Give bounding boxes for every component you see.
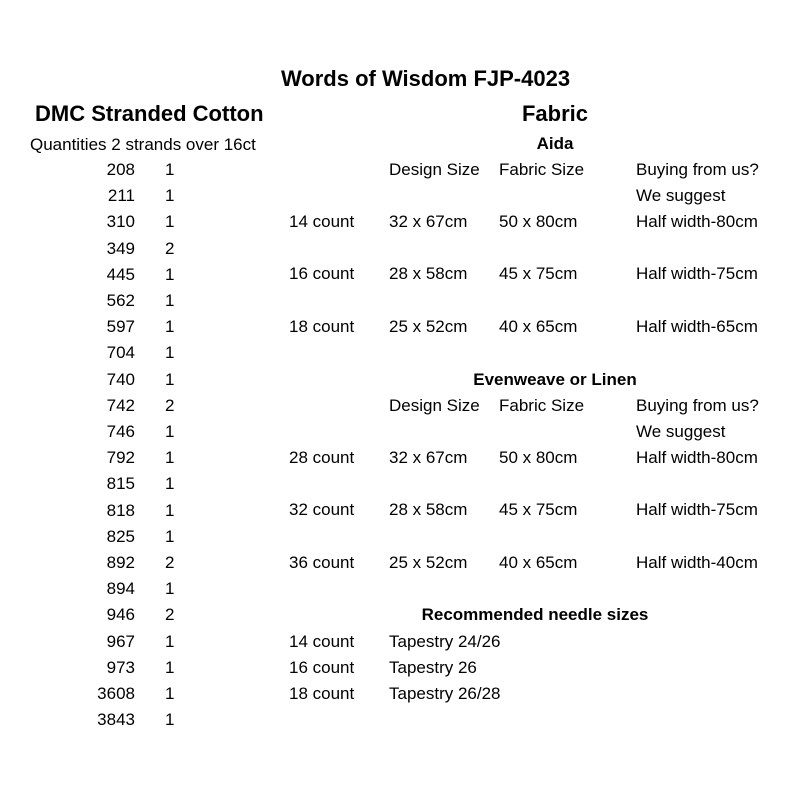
thread-qty: 1	[165, 264, 175, 284]
thread-qty: 2	[165, 553, 175, 572]
evenweave-design-size: 28 x 58cm	[389, 500, 468, 520]
needle-size: Tapestry 24/26	[389, 632, 501, 651]
aida-design-size: 25 x 52cm	[389, 316, 468, 336]
thread-code: 792	[106, 448, 135, 468]
aida-fabric-size: 40 x 65cm	[499, 316, 578, 336]
aida-suggestion: Half width-80cm	[636, 212, 758, 231]
thread-row	[0, 474, 800, 500]
thread-code: 349	[106, 238, 135, 258]
evenweave-fabric-size: 45 x 75cm	[499, 500, 578, 520]
evenweave-count: 36 count	[289, 552, 355, 572]
thread-qty: 1	[165, 657, 175, 677]
thread-code: 892	[106, 553, 135, 572]
needle-count: 14 count	[289, 632, 355, 651]
thread-code: 445	[106, 264, 135, 284]
thread-qty: 1	[165, 474, 175, 494]
evenweave-suggestion: Half width-40cm	[636, 552, 758, 572]
thread-code: 818	[106, 500, 135, 520]
evenweave-col-fabric: Fabric Size	[499, 396, 585, 415]
thread-qty: 1	[165, 212, 175, 232]
evenweave-suggestion: Half width-75cm	[636, 500, 758, 520]
needle-count: 18 count	[289, 684, 355, 704]
thread-code: 3608	[97, 684, 135, 703]
thread-qty: 1	[165, 500, 175, 520]
evenweave-count: 28 count	[289, 448, 355, 467]
thread-code: 967	[106, 631, 135, 651]
thread-code: 815	[106, 474, 135, 494]
thread-qty: 2	[165, 605, 175, 625]
thread-qty: 2	[165, 238, 175, 258]
thread-qty: 1	[165, 526, 175, 546]
aida-col-suggest: We suggest	[636, 186, 726, 205]
aida-count: 16 count	[289, 264, 355, 284]
evenweave-col-buy: Buying from us?	[636, 396, 759, 415]
aida-col-buy: Buying from us?	[636, 160, 759, 179]
aida-design-size: 32 x 67cm	[389, 212, 468, 231]
evenweave-col-design: Design Size	[389, 396, 480, 415]
thread-qty: 1	[165, 710, 175, 730]
thread-code: 746	[106, 422, 135, 441]
aida-fabric-size: 45 x 75cm	[499, 264, 578, 284]
aida-suggestion: Half width-65cm	[636, 316, 758, 336]
thread-qty: 1	[165, 317, 175, 337]
thread-code: 211	[107, 186, 135, 206]
aida-fabric-size: 50 x 80cm	[499, 212, 578, 231]
thread-code: 704	[106, 343, 135, 363]
thread-code: 973	[106, 657, 135, 677]
thread-code: 310	[106, 212, 135, 232]
page-title: Words of Wisdom FJP-4023	[280, 66, 571, 91]
aida-design-size: 28 x 58cm	[389, 264, 468, 284]
thread-row	[0, 579, 800, 605]
threads-subheading: Quantities 2 strands over 16ct	[30, 135, 256, 154]
thread-row	[0, 527, 800, 553]
aida-col-design: Design Size	[389, 160, 480, 179]
threads-heading: DMC Stranded Cotton	[35, 101, 264, 126]
evenweave-fabric-size: 50 x 80cm	[499, 448, 578, 467]
evenweave-col-suggest: We suggest	[636, 422, 726, 441]
thread-code: 562	[106, 291, 135, 310]
thread-qty: 1	[165, 369, 175, 389]
aida-col-fabric: Fabric Size	[499, 160, 585, 179]
thread-qty: 1	[165, 448, 175, 468]
evenweave-fabric-size: 40 x 65cm	[499, 552, 578, 572]
thread-qty: 2	[165, 395, 175, 415]
thread-qty: 1	[165, 631, 175, 651]
needle-size: Tapestry 26	[389, 658, 477, 678]
thread-row	[0, 343, 800, 369]
thread-code: 597	[106, 317, 135, 337]
thread-code: 742	[106, 395, 135, 415]
thread-code: 946	[106, 605, 135, 625]
needle-size: Tapestry 26/28	[389, 684, 501, 704]
aida-count: 14 count	[289, 212, 355, 231]
thread-code: 3843	[97, 710, 135, 730]
evenweave-heading: Evenweave or Linen	[473, 370, 637, 389]
aida-heading: Aida	[536, 134, 574, 153]
evenweave-design-size: 32 x 67cm	[389, 448, 468, 467]
thread-row	[0, 239, 800, 265]
thread-code: 740	[106, 369, 135, 389]
thread-qty: 1	[165, 579, 175, 599]
thread-code: 208	[106, 160, 135, 179]
aida-count: 18 count	[289, 316, 355, 336]
aida-suggestion: Half width-75cm	[636, 264, 758, 284]
fabric-heading: Fabric	[521, 101, 589, 126]
thread-row	[0, 710, 800, 736]
thread-code: 825	[106, 526, 135, 546]
thread-qty: 1	[165, 291, 175, 310]
evenweave-count: 32 count	[289, 500, 355, 520]
needle-count: 16 count	[289, 658, 355, 678]
thread-code: 894	[106, 579, 135, 599]
evenweave-design-size: 25 x 52cm	[389, 552, 468, 572]
evenweave-suggestion: Half width-80cm	[636, 448, 758, 467]
thread-qty: 1	[165, 186, 175, 206]
thread-qty: 1	[165, 343, 175, 363]
thread-qty: 1	[165, 684, 175, 703]
thread-qty: 1	[165, 422, 175, 441]
needles-heading: Recommended needle sizes	[421, 605, 649, 624]
thread-qty: 1	[165, 160, 175, 179]
thread-row	[0, 291, 800, 317]
